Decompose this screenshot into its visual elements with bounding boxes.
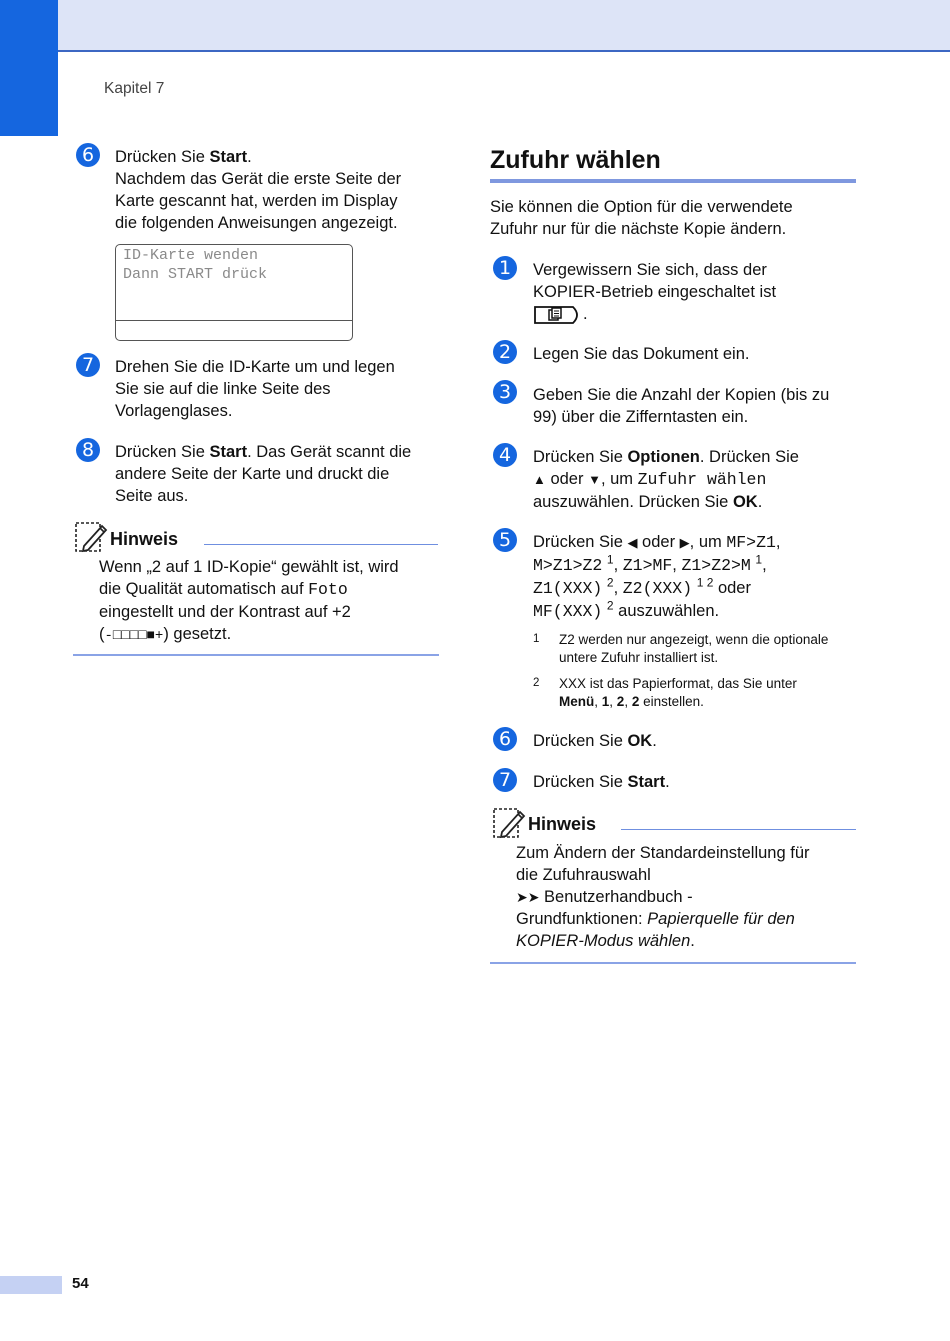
- text: ,: [762, 556, 767, 574]
- step-number: 6: [493, 727, 517, 751]
- text: oder: [637, 533, 680, 551]
- text: ,: [594, 694, 602, 709]
- text-line: Zum Ändern der Standardeinstellung für: [516, 844, 810, 862]
- up-arrow-icon: ▲: [533, 472, 546, 487]
- step-number: 4: [493, 443, 517, 467]
- footnote-2: [559, 675, 859, 711]
- step-2-text: Legen Sie das Dokument ein.: [533, 345, 750, 363]
- text-line: Drehen Sie die ID-Karte um und legen: [115, 358, 395, 376]
- lcd-divider: [116, 320, 352, 321]
- lcd-value: Z1(XXX): [533, 579, 603, 598]
- step-number: 6: [76, 143, 100, 167]
- text: Drücken Sie: [533, 448, 628, 466]
- step-number: 5: [493, 528, 517, 552]
- step-number: 7: [493, 768, 517, 792]
- text: .: [652, 732, 657, 750]
- text-line: Sie sie auf die linke Seite des: [115, 380, 331, 398]
- text-line: Z2 werden nur angezeigt, wenn die optionale: [559, 632, 829, 647]
- text: auszuwählen.: [613, 602, 720, 620]
- lcd-line-2: Dann START drück: [123, 266, 268, 283]
- text-line: Sie können die Option für die verwendete: [490, 198, 793, 216]
- note-title: Hinweis: [110, 529, 179, 549]
- text-line: Seite aus.: [115, 487, 189, 505]
- key-label: OK: [627, 732, 653, 750]
- note-pencil-icon: [74, 520, 108, 554]
- text: Drücken Sie: [533, 533, 628, 551]
- text: oder: [545, 470, 589, 488]
- step-7-text: [115, 356, 445, 422]
- text: ,: [624, 694, 632, 709]
- lcd-value: Zufuhr wählen: [637, 470, 767, 489]
- note-body: [516, 842, 861, 952]
- text-line: Geben Sie die Anzahl der Kopien (bis zu: [533, 386, 830, 404]
- step-number: 3: [493, 380, 517, 404]
- text: Drücken Sie: [533, 732, 628, 750]
- step-8-text: [115, 441, 445, 507]
- text-line: untere Zufuhr installiert ist.: [559, 650, 719, 665]
- step-number: 8: [76, 438, 100, 462]
- text: , um: [600, 470, 638, 488]
- text: .: [583, 305, 588, 323]
- text: ,: [613, 556, 619, 574]
- lcd-value: Z2(XXX): [622, 579, 693, 598]
- text: ,: [775, 533, 781, 551]
- reference-title: Papierquelle für den: [647, 910, 795, 928]
- step-number: 7: [76, 353, 100, 377]
- text: .: [690, 932, 695, 950]
- key-label: Optionen: [627, 448, 700, 466]
- page-number-bar: [0, 1276, 62, 1294]
- text: ,: [613, 579, 619, 597]
- text-line: Wenn „2 auf 1 ID-Kopie“ gewählt ist, wird: [99, 558, 399, 576]
- text-line: Karte gescannt hat, werden im Display: [115, 192, 398, 210]
- step-4-text: [533, 446, 863, 513]
- text-line: KOPIER-Betrieb eingeschaltet ist: [533, 283, 777, 301]
- text-line: andere Seite der Karte und druckt die: [115, 465, 390, 483]
- text-line: die folgenden Anweisungen angezeigt.: [115, 214, 398, 232]
- note-pencil-icon: [492, 806, 526, 840]
- reference-title: KOPIER-Modus wählen: [516, 932, 691, 950]
- note-title: Hinweis: [528, 814, 597, 834]
- lcd-value: MF>Z1: [726, 533, 776, 552]
- text: . Drücken Sie: [699, 448, 799, 466]
- key-label: Start: [209, 148, 248, 166]
- key-label: Start: [627, 773, 666, 791]
- note-title-rule: [204, 544, 438, 545]
- text: auszuwählen. Drücken Sie: [533, 493, 733, 511]
- lcd-value: Foto: [308, 580, 348, 599]
- key-label: Menü: [559, 694, 595, 709]
- text: Grundfunktionen:: [516, 910, 648, 928]
- section-intro: [490, 196, 860, 240]
- lcd-value: MF(XXX): [533, 602, 603, 621]
- chapter-tab: [0, 0, 58, 136]
- text: ) gesetzt.: [163, 625, 232, 643]
- key-label: OK: [732, 493, 758, 511]
- text: .: [757, 493, 763, 511]
- text: .: [247, 148, 252, 166]
- key-label: Start: [209, 443, 248, 461]
- text: , um: [689, 533, 727, 551]
- step-number: 1: [493, 256, 517, 280]
- section-title: Zufuhr wählen: [490, 146, 661, 174]
- header-band: [58, 0, 950, 52]
- footnote-1: [559, 631, 859, 667]
- footnote-ref: 2: [606, 575, 614, 590]
- text: oder: [713, 579, 751, 597]
- text: Benutzerhandbuch -: [539, 888, 693, 906]
- copy-mode-icon: [533, 305, 583, 325]
- text: .: [665, 773, 670, 791]
- text-line: Vergewissern Sie sich, dass der: [533, 261, 767, 279]
- text-line: Nachdem das Gerät die erste Seite der: [115, 170, 402, 188]
- footnote-number: 1: [533, 633, 540, 645]
- contrast-scale: -□□□□■+: [104, 628, 164, 644]
- step-6b-text: [533, 730, 863, 752]
- lcd-value: Z1>Z2>M: [681, 556, 751, 575]
- text: einstellen.: [639, 694, 704, 709]
- footnote-ref: 1: [755, 552, 763, 567]
- text-line: eingestellt und der Kontrast auf +2: [99, 603, 351, 621]
- lcd-line-1: ID-Karte wenden: [123, 247, 259, 264]
- footnote-ref: 2: [606, 598, 614, 613]
- note-title-rule: [621, 829, 856, 830]
- text: ,: [672, 556, 677, 574]
- text-line: die Zufuhrauswahl: [516, 866, 651, 884]
- text: Drücken Sie: [533, 773, 628, 791]
- step-6-text: [115, 146, 445, 234]
- text: . Das Gerät scannt die: [247, 443, 412, 461]
- text-line: Vorlagenglases.: [115, 402, 233, 420]
- step-7b-text: [533, 771, 863, 793]
- step-3-text: [533, 384, 863, 428]
- footnote-ref: 1 2: [696, 575, 714, 590]
- lcd-value: Z1>MF: [622, 556, 673, 575]
- down-arrow-icon: ▼: [588, 472, 601, 487]
- text-line: Zufuhr nur für die nächste Kopie ändern.: [490, 220, 787, 238]
- step-number: 2: [493, 340, 517, 364]
- text: ,: [609, 694, 617, 709]
- lcd-value: M>Z1>Z2: [533, 556, 603, 575]
- footnote-number: 2: [533, 677, 540, 689]
- text: Drücken Sie: [115, 443, 210, 461]
- chapter-label: Kapitel 7: [104, 80, 165, 97]
- footnote-ref: 1: [606, 552, 614, 567]
- step-5-text: [533, 531, 863, 623]
- step-1-text: [533, 259, 863, 325]
- text: (: [99, 625, 105, 643]
- key-label: 2: [631, 694, 640, 709]
- page-number: 54: [72, 1275, 89, 1292]
- key-label: 2: [616, 694, 625, 709]
- text-line: 99) über die Zifferntasten ein.: [533, 408, 749, 426]
- text: Drücken Sie: [115, 148, 210, 166]
- reference-arrows-icon: ➤➤: [516, 889, 540, 905]
- text: die Qualität automatisch auf: [99, 580, 309, 598]
- section-title-rule: [490, 179, 856, 183]
- text-line: XXX ist das Papierformat, das Sie unter: [559, 676, 797, 691]
- note-body: [99, 556, 444, 647]
- note-end-rule: [73, 654, 439, 656]
- lcd-display: [115, 244, 353, 341]
- note-end-rule: [490, 962, 856, 964]
- right-arrow-icon: ▶: [679, 535, 690, 550]
- key-label: 1: [601, 694, 610, 709]
- left-arrow-icon: ◀: [627, 535, 638, 550]
